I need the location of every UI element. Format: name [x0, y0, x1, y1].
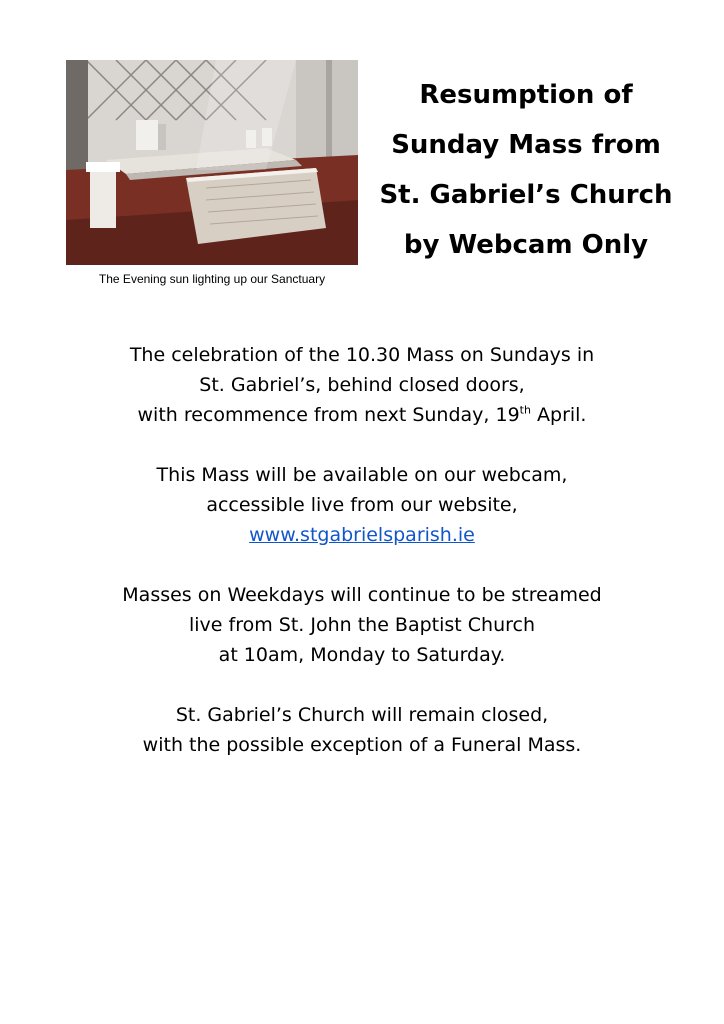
date-text: with recommence from next Sunday, 19 — [137, 404, 520, 426]
text-line: Masses on Weekdays will continue to be streamed — [122, 584, 602, 606]
website-link[interactable]: www.stgabrielsparish.ie — [249, 524, 475, 546]
photo-caption: The Evening sun lighting up our Sanctuary — [98, 272, 326, 286]
ordinal-suffix: th — [519, 403, 531, 417]
text-line: This Mass will be available on our webcam, — [156, 464, 568, 486]
title-line-1: Resumption of — [419, 80, 633, 110]
page-title — [368, 70, 684, 270]
title-line-4: by Webcam Only — [403, 230, 649, 260]
title-line-3: St. Gabriel’s Church — [379, 180, 673, 210]
notice-body — [30, 340, 694, 790]
text-line: St. Gabriel’s Church will remain closed, — [175, 704, 549, 726]
paragraph-webcam — [30, 460, 694, 550]
text-line: accessible live from our website, — [206, 494, 518, 516]
sanctuary-photo — [66, 60, 358, 265]
title-line-2: Sunday Mass from — [391, 130, 661, 160]
text-line: with the possible exception of a Funeral Mass. — [142, 734, 582, 756]
text-line: The celebration of the 10.30 Mass on Sundays in — [129, 344, 595, 366]
paragraph-sunday-mass — [30, 340, 694, 430]
text-line: St. Gabriel’s, behind closed doors, — [199, 374, 525, 396]
text-line — [30, 520, 694, 550]
text-line: live from St. John the Baptist Church — [188, 614, 536, 636]
paragraph-weekdays — [30, 580, 694, 670]
paragraph-closure — [30, 700, 694, 760]
date-text-end: April. — [530, 404, 587, 426]
text-line — [30, 400, 694, 430]
text-line: at 10am, Monday to Saturday. — [218, 644, 506, 666]
